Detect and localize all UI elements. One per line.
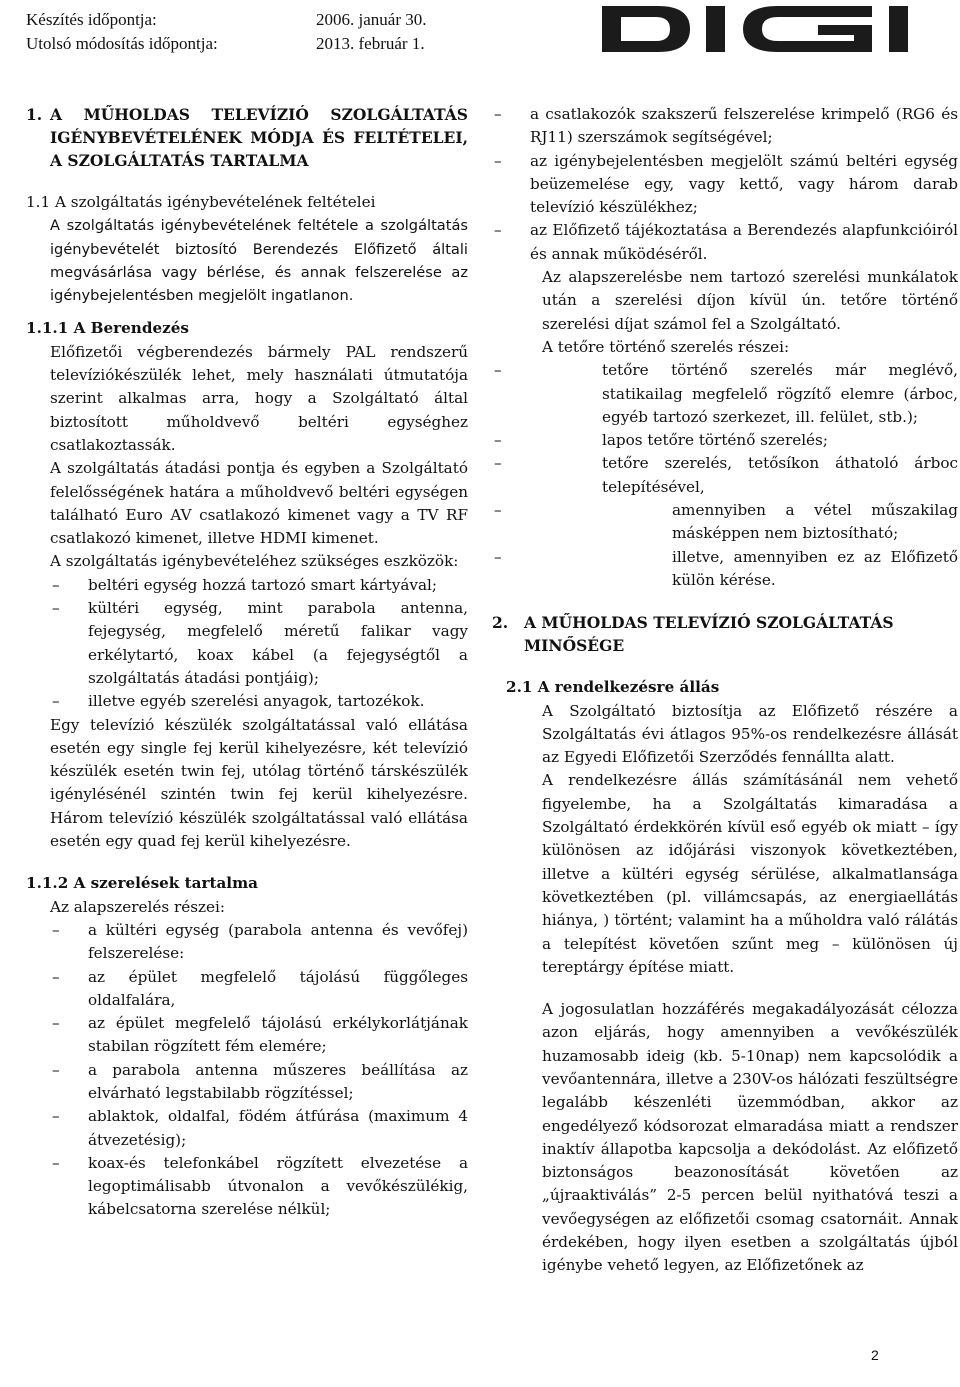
logo-text: DIGI <box>602 3 605 4</box>
created-row <box>26 8 426 32</box>
section-1-1-1-heading: 1.1.1 A Berendezés <box>26 319 189 338</box>
section-2-number: 2. <box>492 613 509 633</box>
left-column <box>26 103 468 1222</box>
created-label: Készítés időpontja: <box>26 10 157 29</box>
right-column <box>492 103 958 1278</box>
section-1-1-2-heading: 1.1.2 A szerelések tartalma <box>26 874 258 893</box>
list-item: – lapos tetőre történő szerelés; <box>492 429 958 452</box>
modified-label: Utolsó módosítás időpontja: <box>26 34 218 53</box>
modified-row <box>26 32 426 56</box>
section-2-1-p3: A jogosulatlan hozzáférés megakadályozását célozza azon eljárás, hogy amennyiben a vevőkészülék huzamosabb ideig (kb. 5-10nap) nem kapcsolódik a vevőantennára, illetve a 230V-os hálózati feszültségre legalább készenléti üzemmódban, akkor az engedélyező kódsorozat elmaradása miatt a rendszer inaktív állapotba kapcsolja a dekódolást. Az előfizető biztonságos beazonosítását követően az „újraaktiválás” 2-5 percen belül nyithatóvá teszi a vevőegységen az előfizetői csomag csatornáit. Annak érdekében, hogy ilyen esetben a szolgáltatás újból igénybe vehető legyen, az Előfizetőnek az <box>542 1000 958 1275</box>
digi-logo <box>602 3 954 55</box>
modified-value: 2013. február 1. <box>316 34 425 53</box>
list-item: – amennyiben a vétel műszakilag másképpen nem biztosítható; <box>492 499 958 546</box>
list-item: – tetőre szerelés, tetősíkon áthatoló árboc telepítésével, <box>492 452 958 499</box>
list-item: – a parabola antenna műszeres beállítása az elvárható legstabilabb rögzítéssel; <box>26 1059 468 1106</box>
list-item: – kültéri egység, mint parabola antenna, fejegység, megfelelő méretű falikar vagy erkélytartó, koax kábel (a fejegységtől a szolgáltatás átadási pontjáig); <box>26 597 468 690</box>
list-item: – illetve egyéb szerelési anyagok, tartozékok. <box>26 690 468 713</box>
list-item: – ablaktok, oldalfal, födém átfúrása (maximum 4 átvezetésig); <box>26 1105 468 1152</box>
list-item: – az Előfizető tájékoztatása a Berendezés alapfunkcióiról és annak működéséről. <box>468 219 958 266</box>
section-1-1-1-p4: Egy televízió készülék szolgáltatással való ellátása esetén egy single fej kerül kihelyezésre, két televízió készülék esetén twin fej, utólag történő társkészülék igénylésénél szintén twin fej kerül kihelyezésre. Három televízió készülék szolgáltatással való ellátása esetén egy quad fej kerül kihelyezésre. <box>50 715 468 851</box>
list-item: – az igénybejelentésben megjelölt számú beltéri egység beüzemelése egy, vagy kettő, vagy három darab televízió készülékhez; <box>468 150 958 220</box>
section-1-number: 1. <box>26 105 43 124</box>
section-2-1-p1: A Szolgáltató biztosítja az Előfizető részére a Szolgáltatás évi átlagos 95%-os rendelkezésre állását az Egyedi Előfizetői Szerződés fennállta alatt. <box>542 701 958 767</box>
document-header <box>26 8 426 56</box>
page-number: 2 <box>871 1347 879 1363</box>
list-item: – koax-és telefonkábel rögzített elvezetése a legoptimálisabb útvonalon a vevőkészülékig, kábelcsatorna szerelése nélkül; <box>26 1152 468 1222</box>
list-item: – az épület megfelelő tájolású függőleges oldalfalára, <box>26 966 468 1013</box>
section-2-1-p2: A rendelkezésre állás számításánál nem vehető figyelembe, ha a Szolgáltatás kimaradása a Szolgáltató érdekkörén kívül eső egyéb ok miatt – így különösen az időjárási viszonyok következtében, illetve a kültéri egység sérülése, alkalmatlansága következtében (pl. villámcsapás, az energiaellátás hiánya, ) történt; valamint ha a műholdra való rálátás a telepítést követően szűnt meg – különösen új tereptárgy építése miatt. <box>542 771 958 976</box>
list-item: – illetve, amennyiben ez az Előfizető külön kérése. <box>492 546 958 593</box>
extra-installation-text: Az alapszerelésbe nem tartozó szerelési munkálatok után a szerelési díjon kívül ún. tetőre történő szerelési díjat számol fel a Szolgáltató. <box>542 268 958 333</box>
section-1-1-1-p2: A szolgáltatás átadási pontja és egyben a Szolgáltató felelősségének határa a műholdvevő beltéri egységen található Euro AV csatlakozó kimenet vagy a TV RF csatlakozó kimenet, illetve HDMI kimenet. <box>50 459 468 548</box>
section-1-1-1-p3: A szolgáltatás igénybevételéhez szükséges eszközök: <box>50 552 459 571</box>
roof-mast-conditions-list <box>492 499 958 592</box>
roof-installation-list <box>492 359 958 499</box>
list-item: – a csatlakozók szakszerű felszerelése krimpelő (RG6 és RJ11) szerszámok segítségével; <box>468 103 958 150</box>
base-installation-list <box>26 919 468 1222</box>
section-2-heading <box>492 611 958 657</box>
section-1-1-text: A szolgáltatás igénybevételének feltétele a szolgáltatás igénybevételét biztosító Berendezés Előfizető általi megvásárlása vagy bérlése, és annak felszerelése az igénybejelentésben megjelölt ingatlanon. <box>50 217 468 305</box>
section-1-title: A MŰHOLDAS TELEVÍZIÓ SZOLGÁLTATÁS IGÉNYBEVÉTELÉNEK MÓDJA ÉS FELTÉTELEI, A SZOLGÁLTATÁS TARTALMA <box>50 105 468 170</box>
list-item: – tetőre történő szerelés már meglévő, statikailag megfelelő rögzítő elemre (árboc, egyéb tartozó szerkezet, ill. felület, stb.); <box>492 359 958 429</box>
section-1-heading <box>26 103 468 172</box>
list-item: – a kültéri egység (parabola antenna és vevőfej) felszerelése: <box>26 919 468 966</box>
roof-installation-intro: A tetőre történő szerelés részei: <box>542 337 790 356</box>
created-value: 2006. január 30. <box>316 10 427 29</box>
section-1-1-1-p1: Előfizetői végberendezés bármely PAL rendszerű televíziókészülék lehet, mely használati útmutatója szerint alkalmas arra, hogy a Szolgáltató által biztosított műholdvevő beltéri egységhez csatlakoztassák. <box>50 342 468 454</box>
list-item: – beltéri egység hozzá tartozó smart kártyával; <box>26 574 468 597</box>
list-item: – az épület megfelelő tájolású erkélykorlátjának stabilan rögzített fém elemére; <box>26 1012 468 1059</box>
base-installation-list-continued <box>468 103 958 266</box>
section-2-1-heading: 2.1 A rendelkezésre állás <box>506 678 720 697</box>
required-equipment-list <box>26 574 468 714</box>
section-1-1-2-p1: Az alapszerelés részei: <box>50 897 225 916</box>
section-1-1-heading: 1.1 A szolgáltatás igénybevételének feltételei <box>26 193 376 211</box>
section-2-title: A MŰHOLDAS TELEVÍZIÓ SZOLGÁLTATÁS MINŐSÉGE <box>524 613 894 656</box>
